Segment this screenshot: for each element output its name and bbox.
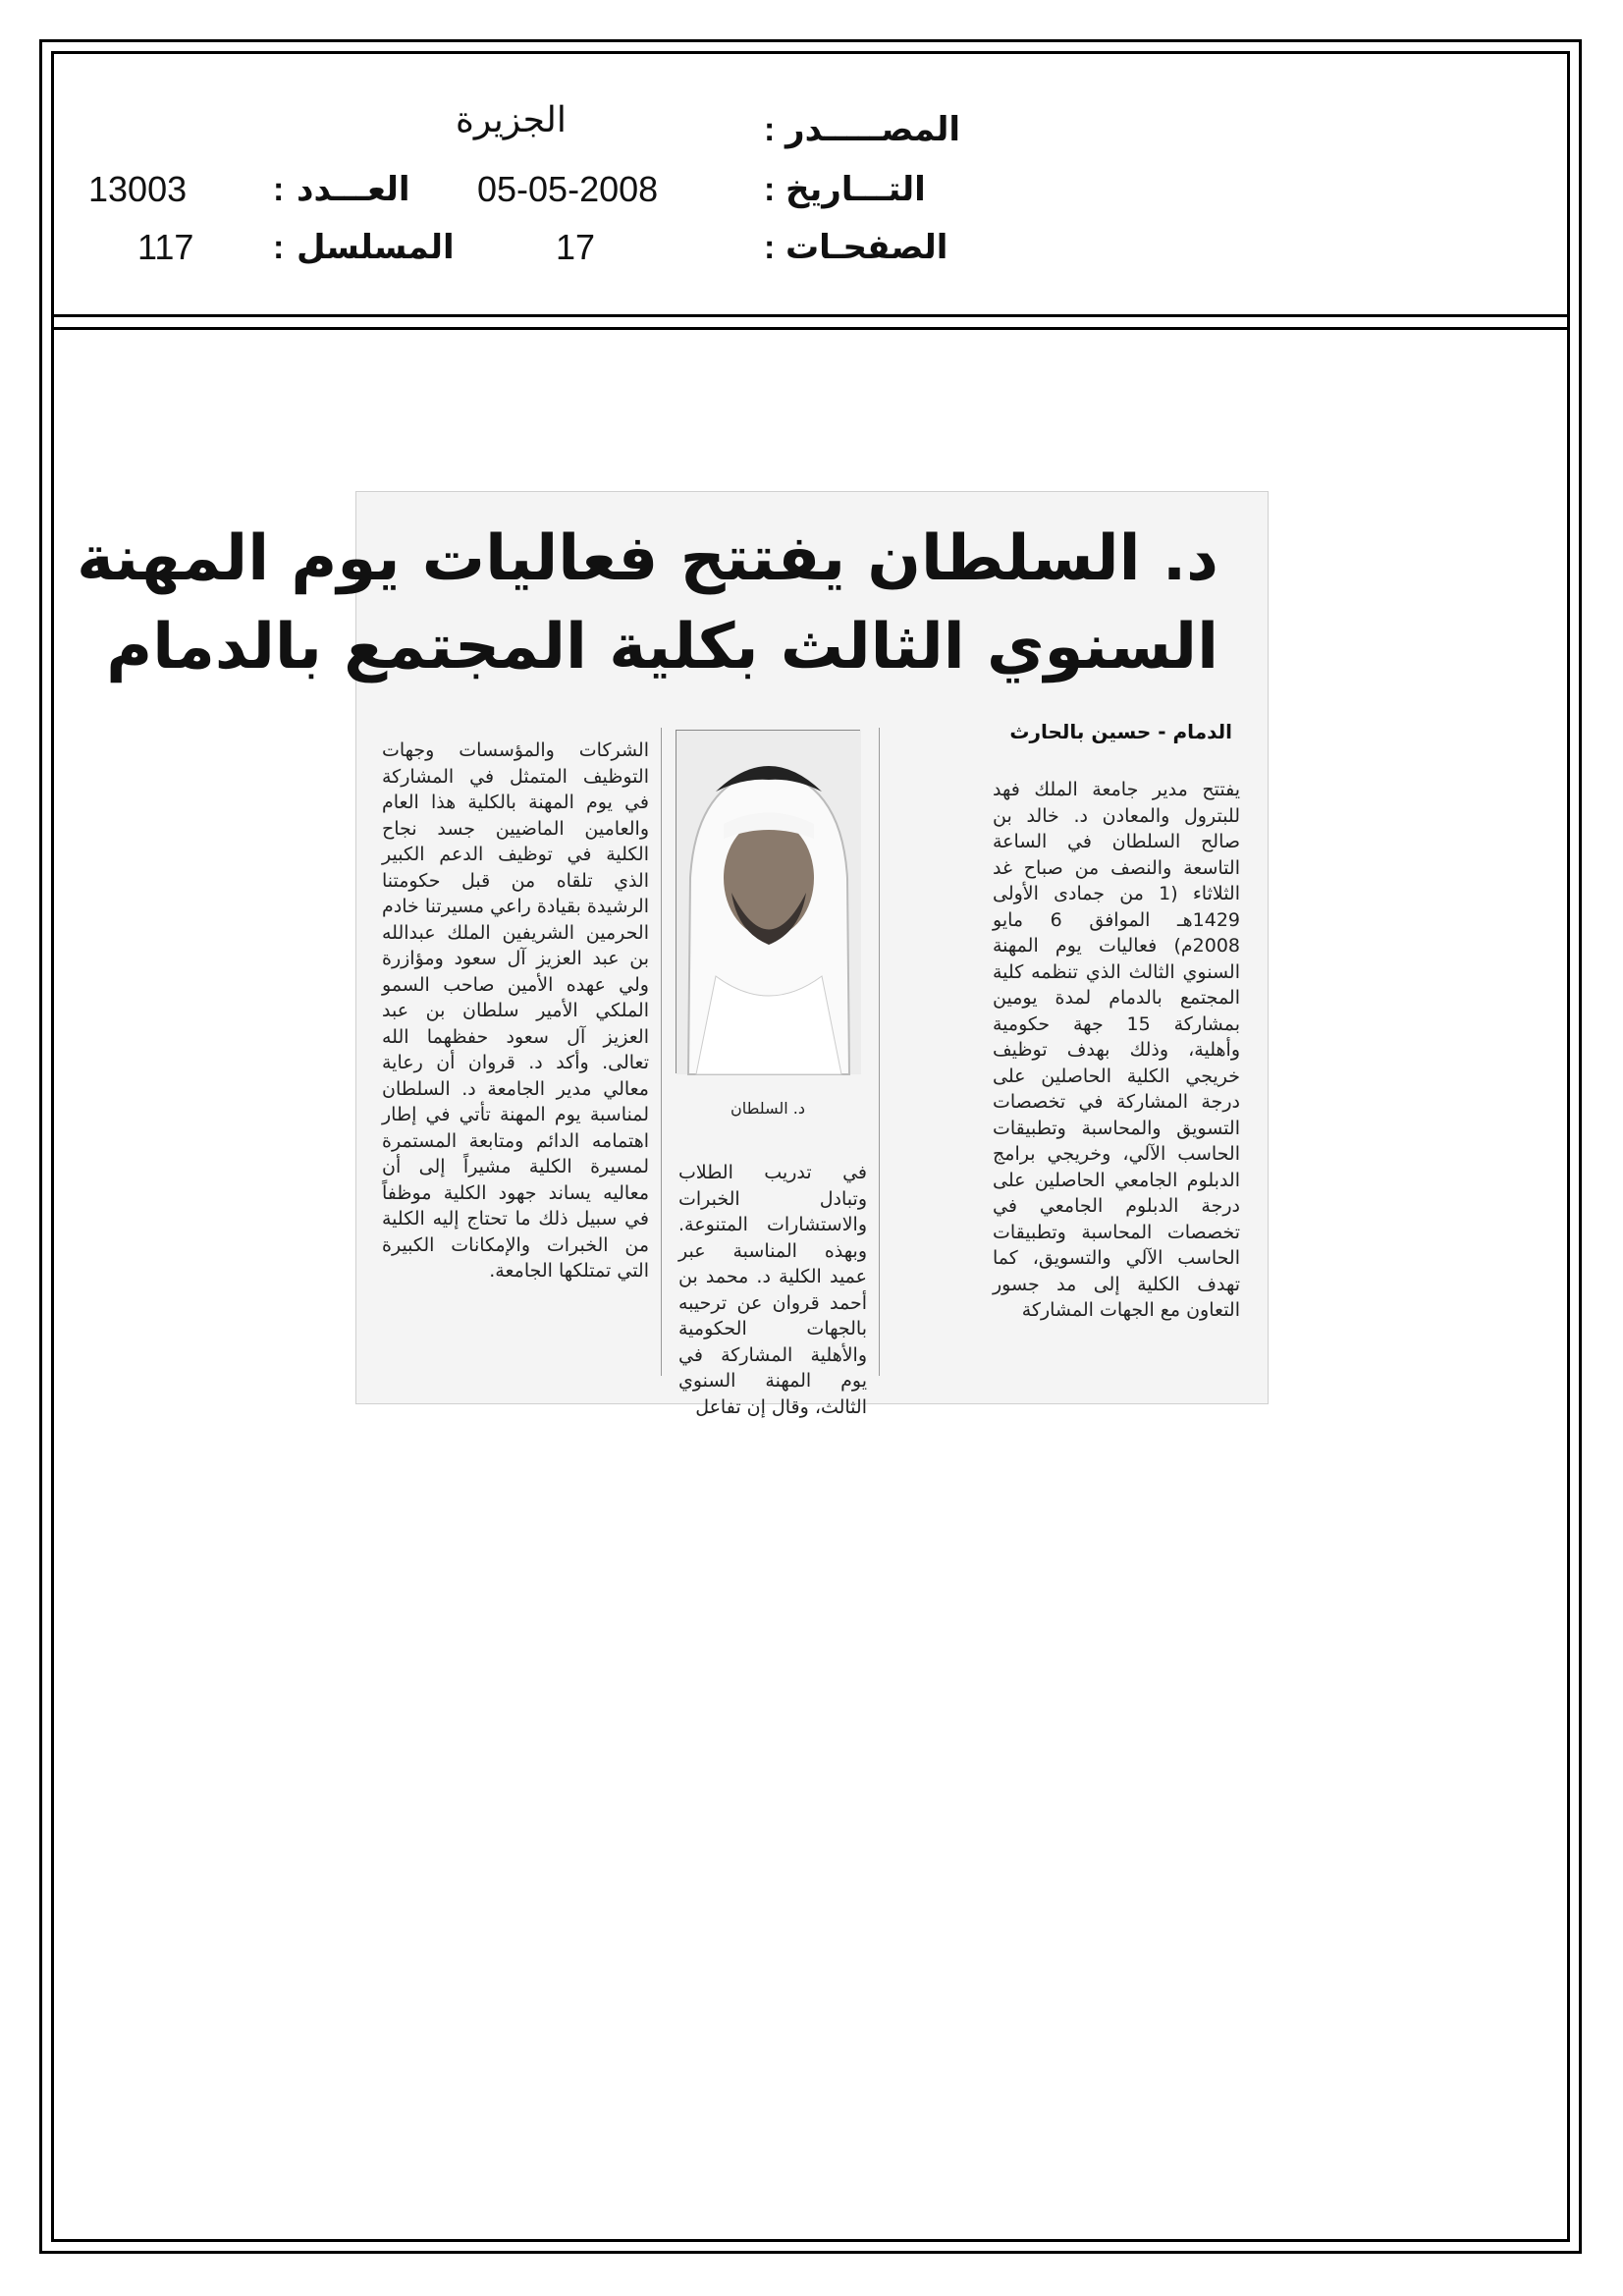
article-column-left: الشركات والمؤسسات وجهات التوظيف المتمثل في المشاركة في يوم المهنة بالكلية هذا العام والعامين الماضيين جسد نجاح الكلية في توظيف الدعم الكبير الذي تلقاه من قبل حكومتنا الرشيدة بقيادة راعي مسيرتنا خادم الحرمين الشريفين الملك عبدالله بن عبد العزيز آل سعود ومؤازرة ولي عهده الأمين صاحب السمو الملكي الأمير سلطان بن عبد العزيز آل سعود حفظهما الله تعالى. وأكد د. قروان أن رعاية معالي مدير الجامعة د. السلطان لمناسبة يوم المهنة تأتي في إطار اهتمامه الدائم ومتابعة المستمرة لمسيرة الكلية مشيراً إلى أن معاليه يساند جهود الكلية موظفاً في سبيل ذلك ما تحتاج إليه الكلية من الخبرات والإمكانات الكبيرة التي تمتلكها الجامعة. <box>382 739 649 1282</box>
column-rule <box>879 728 880 1376</box>
issue-colon: : <box>273 171 285 208</box>
header-divider-double <box>51 327 1570 330</box>
serial-colon: : <box>273 229 285 266</box>
headline-line-1: د. السلطان يفتتح فعاليات يوم المهنة <box>77 522 1218 595</box>
pages-colon: : <box>764 229 776 266</box>
date-value: 05-05-2008 <box>477 169 659 209</box>
source-value: الجزيرة <box>456 99 567 139</box>
pages-value: 17 <box>556 227 596 267</box>
serial-label: المسلسل <box>297 228 455 267</box>
photo-caption: د. السلطان <box>730 1099 805 1118</box>
serial-value: 117 <box>137 227 194 267</box>
issue-label: العـــدد <box>297 170 410 209</box>
source-label: المصـــــدر <box>785 110 961 149</box>
portrait-photo <box>676 730 860 1073</box>
headline-line-2: السنوي الثالث بكلية المجتمع بالدمام <box>106 611 1218 683</box>
byline: الدمام - حسين بالحارث <box>1009 720 1232 743</box>
article-column-middle: في تدريب الطلاب وتبادل الخبرات والاستشارات المتنوعة. وبهذه المناسبة عبر عميد الكلية د. محمد بن أحمد قروان عن ترحيبه بالجهات الحكومية والأهلية المشاركة في يوم المهنة السنوي الثالث، وقال إن تفاعل <box>678 1162 867 1418</box>
header-divider <box>51 314 1570 317</box>
date-colon: : <box>764 171 776 208</box>
portrait-image <box>676 731 861 1074</box>
article-column-right: يفتتح مدير جامعة الملك فهد للبترول والمعادن د. خالد بن صالح السلطان في الساعة التاسعة والنصف من صباح غد الثلاثاء (1 من جمادى الأولى 1429هـ الموافق 6 مايو 2008م) فعاليات يوم المهنة السنوي الثالث الذي تنظمه كلية المجتمع بالدمام لمدة يومين بمشاركة 15 جهة حكومية وأهلية، وذلك بهدف توظيف خريجي الكلية الحاصلين على درجة المشاركة في تخصصات التسويق والمحاسبة وتطبيقات الحاسب الآلي، وخريجي برامج الدبلوم الجامعي الحاصلين على درجة الدبلوم الجامعي في تخصصات المحاسبة وتطبيقات الحاسب الآلي والتسويق، كما تهدف الكلية إلى مد جسور التعاون مع الجهات المشاركة <box>993 779 1240 1321</box>
source-colon: : <box>764 111 776 148</box>
newspaper-clipping <box>77 491 1269 1418</box>
column-rule <box>661 728 662 1376</box>
date-label: التـــاريخ <box>785 170 926 209</box>
pages-label: الصفحـات <box>785 228 948 267</box>
issue-value: 13003 <box>88 169 188 209</box>
